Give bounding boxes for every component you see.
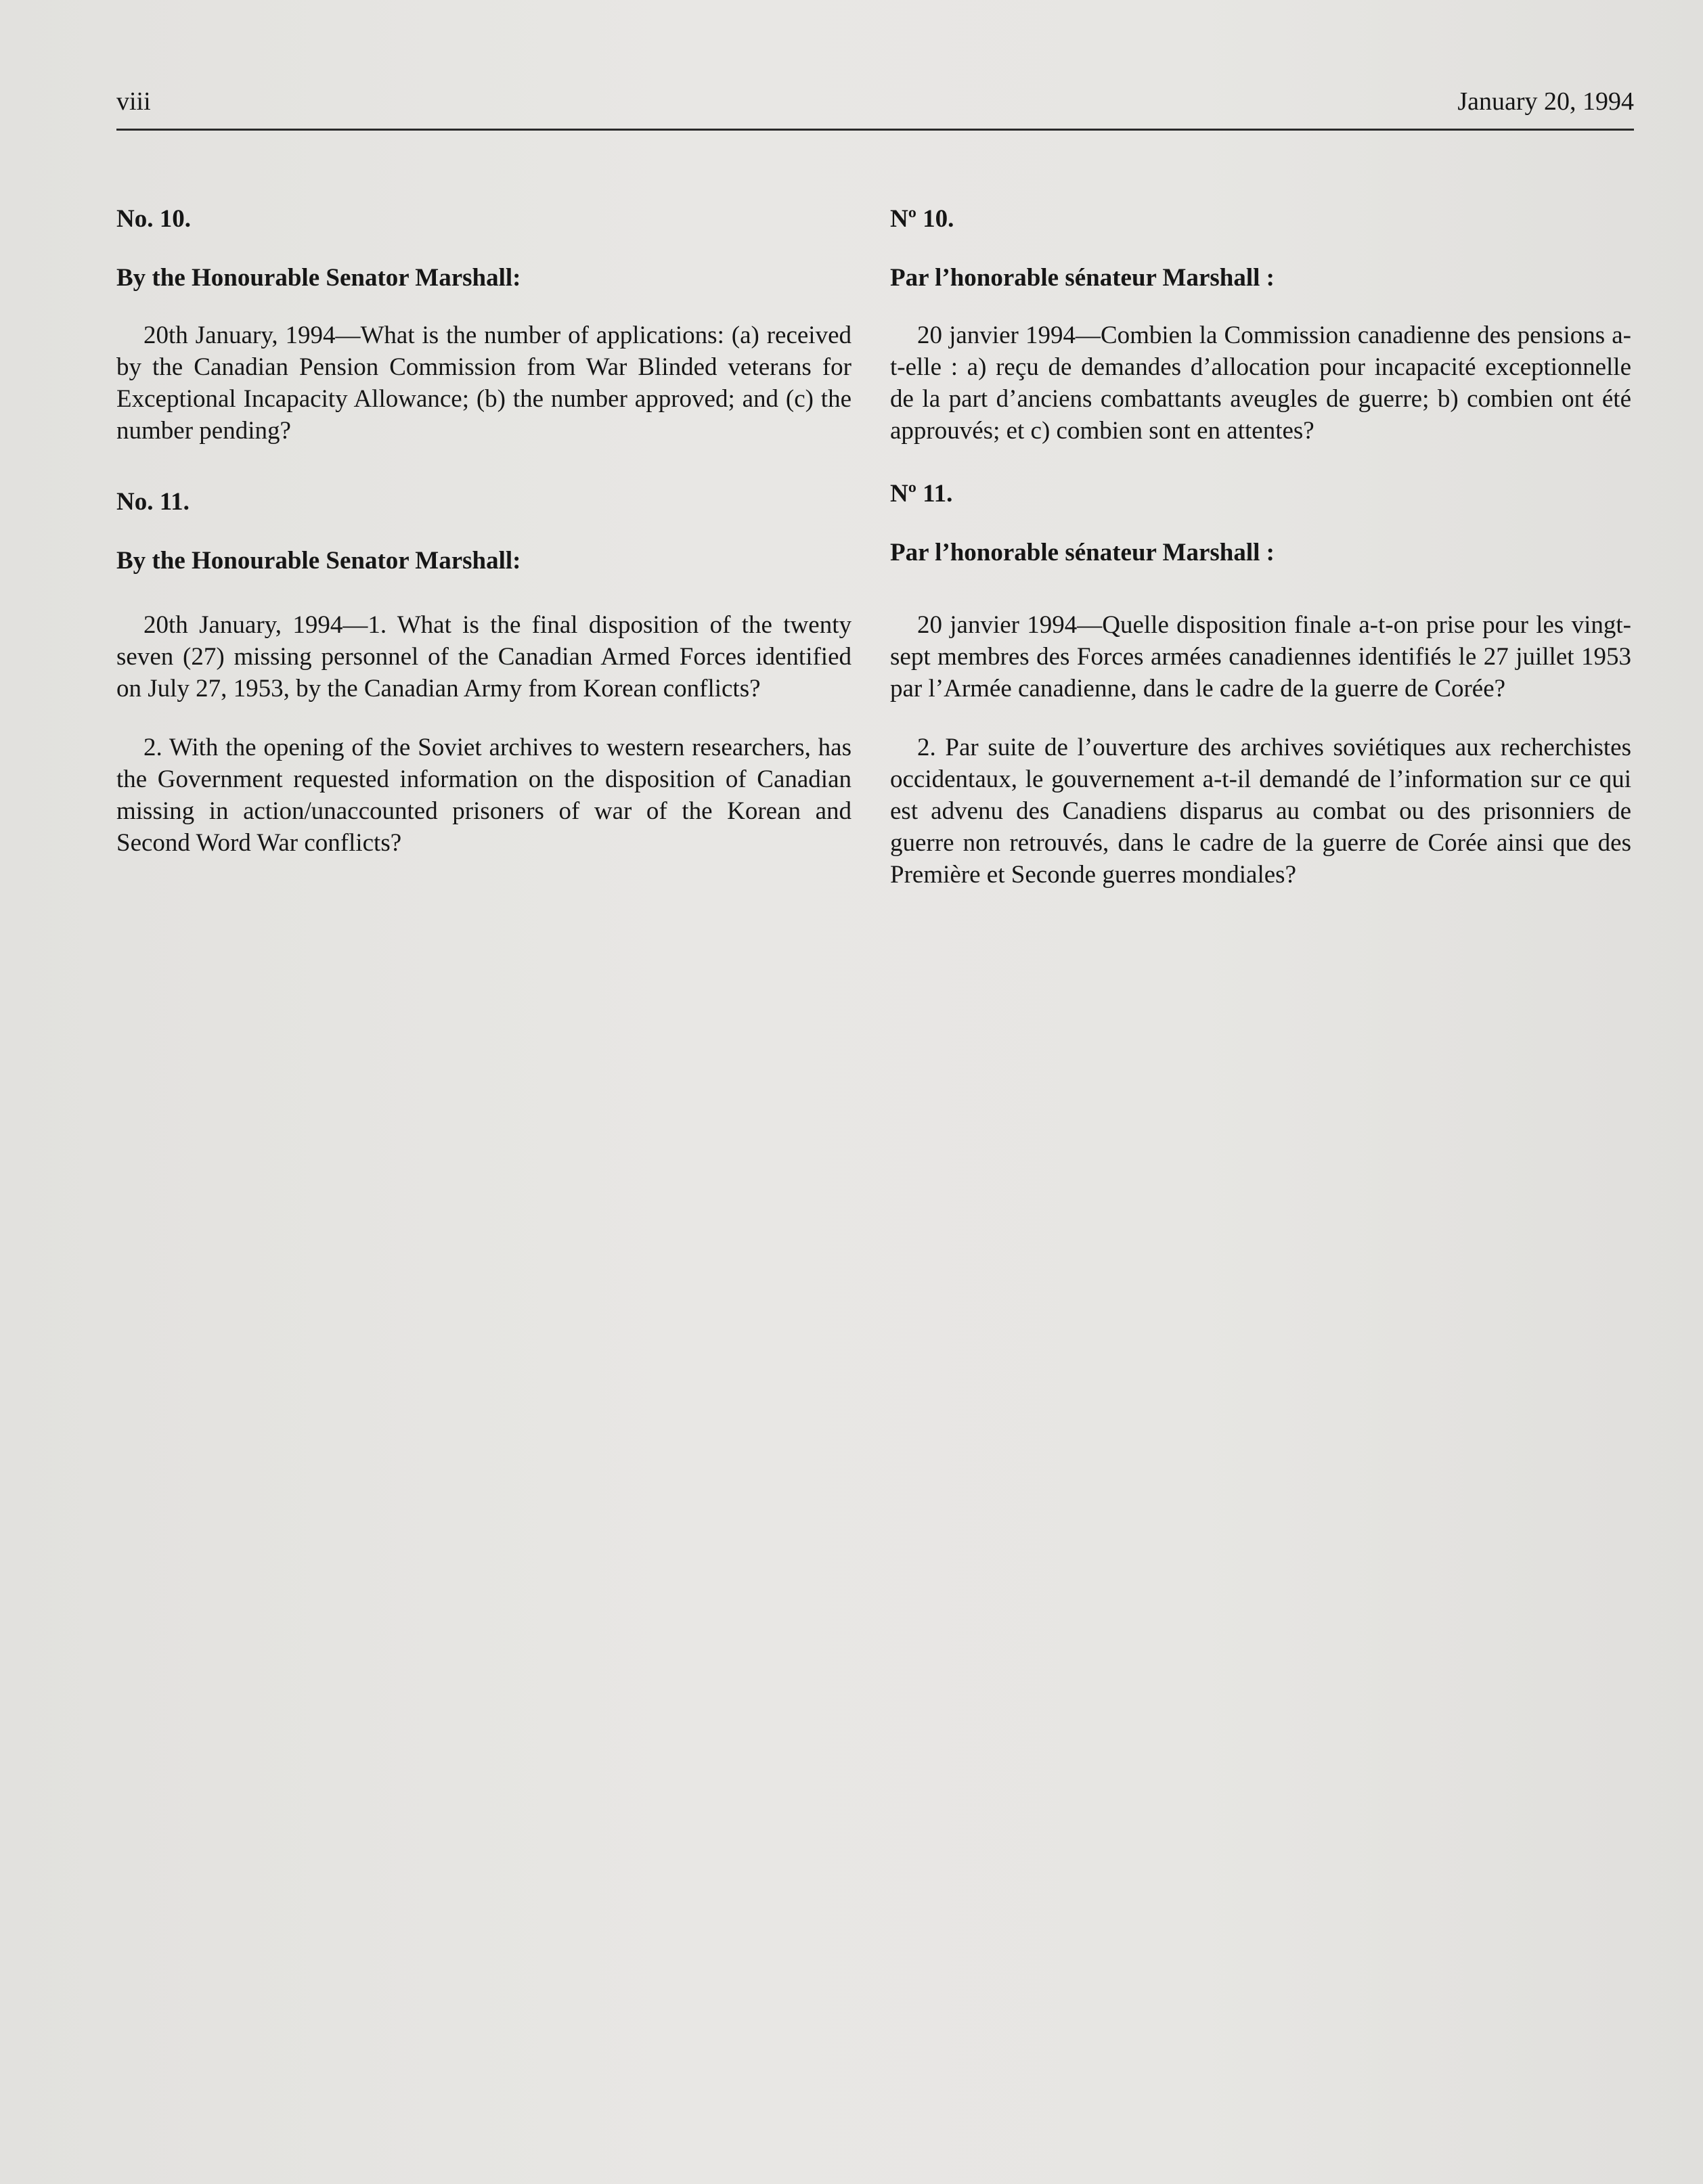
page-date: January 20, 1994 bbox=[1457, 87, 1634, 116]
question-number: No. 10. bbox=[116, 205, 191, 233]
question-author: Par l’honorable sénateur Marshall : bbox=[890, 539, 1275, 566]
french-column bbox=[890, 203, 1631, 891]
question-number: Nº 11. bbox=[890, 480, 953, 508]
question-10-en bbox=[116, 203, 852, 447]
question-text-part-2: 2. With the opening of the Soviet archives to western researchers, has the Government requested information on the disposition of Canadian missing in action/unaccounted prisoners of war of the Korean and Second Word War conflicts? bbox=[116, 734, 852, 857]
question-text-part-1: 20 janvier 1994—Quelle disposition finale a-t-on prise pour les vingt-sept membres des Forces armées canadiennes identifiés le 27 juillet 1953 par l’Armée canadienne, dans le cadre de la guerre de Corée? bbox=[890, 611, 1631, 703]
question-text-part-1: 20th January, 1994—1. What is the final disposition of the twenty seven (27) missing personnel of the Canadian Armed Forces identified on July 27, 1953, by the Canadian Army from Korean conflicts? bbox=[116, 611, 852, 703]
question-author: By the Honourable Senator Marshall: bbox=[116, 264, 521, 292]
question-author: By the Honourable Senator Marshall: bbox=[116, 547, 521, 575]
question-number: Nº 10. bbox=[890, 205, 954, 233]
page-number: viii bbox=[116, 87, 151, 116]
page-header bbox=[116, 87, 1634, 131]
question-text: 20th January, 1994—What is the number of applications: (a) received by the Canadian Pension Commission from War Blinded veterans for Exceptional Incapacity Allowance; (b) the number approved; and (c) the number pending? bbox=[116, 321, 852, 445]
question-10-fr bbox=[890, 203, 1631, 447]
question-11-fr bbox=[890, 478, 1631, 891]
question-number: No. 11. bbox=[116, 488, 190, 516]
question-text-part-2: 2. Par suite de l’ouverture des archives soviétiques aux recherchistes occidentaux, le gouvernement a-t-il demandé de l’information sur ce qui est advenu des Canadiens disparus au combat ou des prisonniers de guerre non retrouvés, dans le cadre de la guerre de Corée ainsi que des Première et Seconde guerres mondiales? bbox=[890, 734, 1631, 889]
question-text: 20 janvier 1994—Combien la Commission canadienne des pensions a-t-elle : a) reçu de demandes d’allocation pour incapacité exceptionnelle de la part d’anciens combattants aveugles de guerre; b) combien ont été approuvés; et c) combien sont en attentes? bbox=[890, 321, 1631, 445]
question-11-en bbox=[116, 486, 852, 859]
question-author: Par l’honorable sénateur Marshall : bbox=[890, 264, 1275, 292]
english-column bbox=[116, 203, 852, 859]
